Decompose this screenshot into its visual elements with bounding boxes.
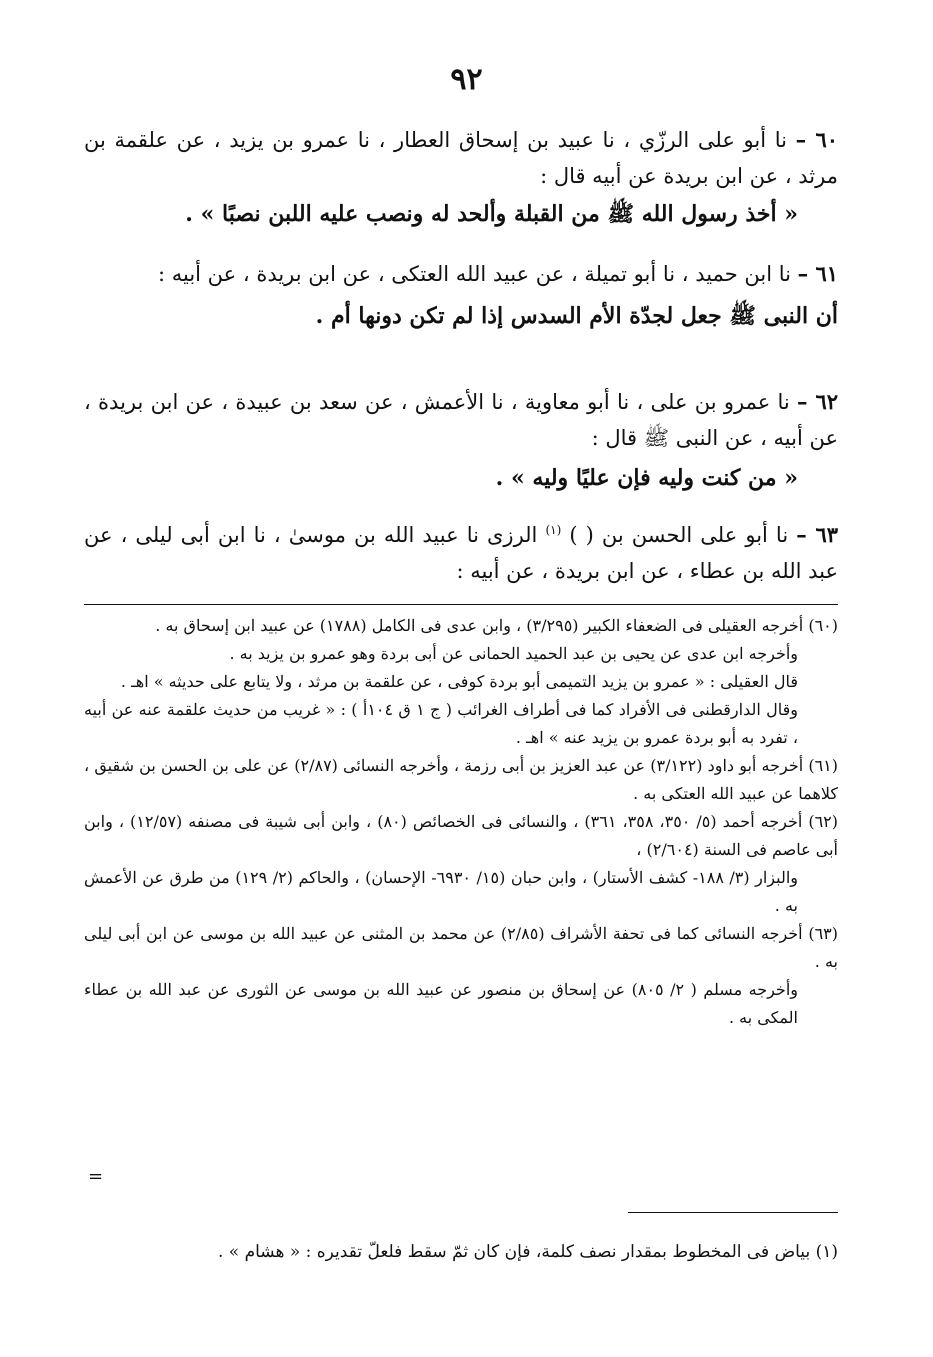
hadith-61 — [84, 256, 838, 334]
hadith-number: ٦١ – — [797, 261, 838, 286]
hadith-number: ٦٠ – — [795, 127, 838, 152]
hadith-62 — [84, 384, 838, 496]
hadith-isnad: ٦٢ – نا عمرو بن على ، نا أبو معاوية ، نا الأعمش ، عن سعد بن عبيدة ، عن ابن بريدة ، عن أبيه ، عن النبى ﷺ قال : — [84, 389, 838, 450]
footnote-60-c: قال العقيلى : « عمرو بن يزيد التميمى أبو بردة كوفى ، عن علقمة بن مرثد ، ولا يتابع على حديثه » اهـ . — [120, 672, 798, 691]
footnote-62: (٦٢) أخرجه أحمد (٥/ ٣٥٠، ٣٥٨، ٣٦١) ، والنسائى فى الخصائص (٨٠) ، وابن أبى شيبة فى مصنفه (١٢/٥٧) ، وابن أبى عاصم فى السنة (٢/٦٠٤) ، — [84, 812, 838, 859]
footnote-61: (٦١) أخرجه أبو داود (٣/١٢٢) عن عبد العزيز بن أبى رزمة ، وأخرجه النسائى (٢/٨٧) عن على بن الحسن بن شقيق ، كلاهما عن عبيد الله العتكى به . — [84, 756, 839, 803]
bottom-note: (١) بياض فى المخطوط بمقدار نصف كلمة، فإن كان ثمّ سقط فلعلّ تقديره : « هشام » . — [217, 1242, 838, 1262]
footnote-62-b: والبزار (٣/ ١٨٨- كشف الأستار) ، وابن حبان (١٥/ ٦٩٣٠- الإحسان) ، والحاكم (٢/ ١٢٩) من طرق عن الأعمش به . — [84, 868, 799, 915]
footnotes — [84, 612, 838, 1032]
hadith-63 — [84, 512, 838, 589]
continuation-mark: = — [88, 1166, 104, 1187]
footnote-marker: (١) — [545, 523, 562, 537]
footnote-63: (٦٣) أخرجه النسائى كما فى تحفة الأشراف (٢/٨٥) عن محمد بن المثنى عن عبيد الله بن موسى عن ابن أبى ليلى به . — [84, 924, 839, 971]
page-number: ٩٢ — [450, 62, 483, 97]
hadith-isnad: ٦٠ – نا أبو على الرزّي ، نا عبيد بن إسحاق العطار ، نا عمرو بن يزيد ، عن علقمة بن مرثد ، عن ابن بريدة عن أبيه قال : — [84, 127, 838, 188]
footnote-separator — [84, 604, 838, 605]
hadith-number: ٦٣ – — [796, 522, 838, 547]
footnote-60-d: وقال الدارقطنى فى الأفراد كما فى أطراف الغرائب ( ج ١ ق ١٠٤أ ) : « غريب من حديث علقمة عنه عن أبيه ، تفرد به أبو بردة عمرو بن يزيد عنه » اهـ . — [84, 700, 798, 747]
bottom-note-separator — [628, 1212, 838, 1213]
footnote-60-b: وأخرجه ابن عدى عن يحيى بن عبد الحميد الحمانى عن أبى بردة وهو عمرو بن يزيد به . — [229, 644, 798, 663]
hadith-matn: أن النبى ﷺ جعل لجدّة الأم السدس إذا لم تكن دونها أم . — [315, 303, 838, 329]
hadith-matn: « من كنت وليه فإن عليًا وليه » . — [495, 465, 798, 491]
hadith-isnad: ٦٣ – نا أبو على الحسن بن ( ) $^{(١)}$ الرزى نا عبيد الله بن موسىٰ ، نا ابن أبى ليلى ، عن عبد الله بن عطاء ، عن ابن بريدة ، عن أبيه : — [84, 522, 838, 583]
hadith-number: ٦٢ – — [797, 389, 838, 414]
footnote-60: (٦٠) أخرجه العقيلى فى الضعفاء الكبير (٣/٢٩٥) ، وابن عدى فى الكامل (١٧٨٨) عن عبيد ابن إسحاق به . — [155, 616, 838, 635]
hadith-isnad: ٦١ – نا ابن حميد ، نا أبو تميلة ، عن عبيد الله العتكى ، عن ابن بريدة ، عن أبيه : — [157, 261, 838, 286]
footnote-63-b: وأخرجه مسلم ( ٢/ ٨٠٥) عن إسحاق بن منصور عن عبيد الله بن موسى عن الثورى عن عبد الله بن عطاء المكى به . — [84, 980, 798, 1027]
hadith-60 — [84, 122, 838, 232]
hadith-matn: « أخذ رسول الله ﷺ من القبلة وألحد له ونصب عليه اللبن نصبًا » . — [185, 201, 798, 227]
